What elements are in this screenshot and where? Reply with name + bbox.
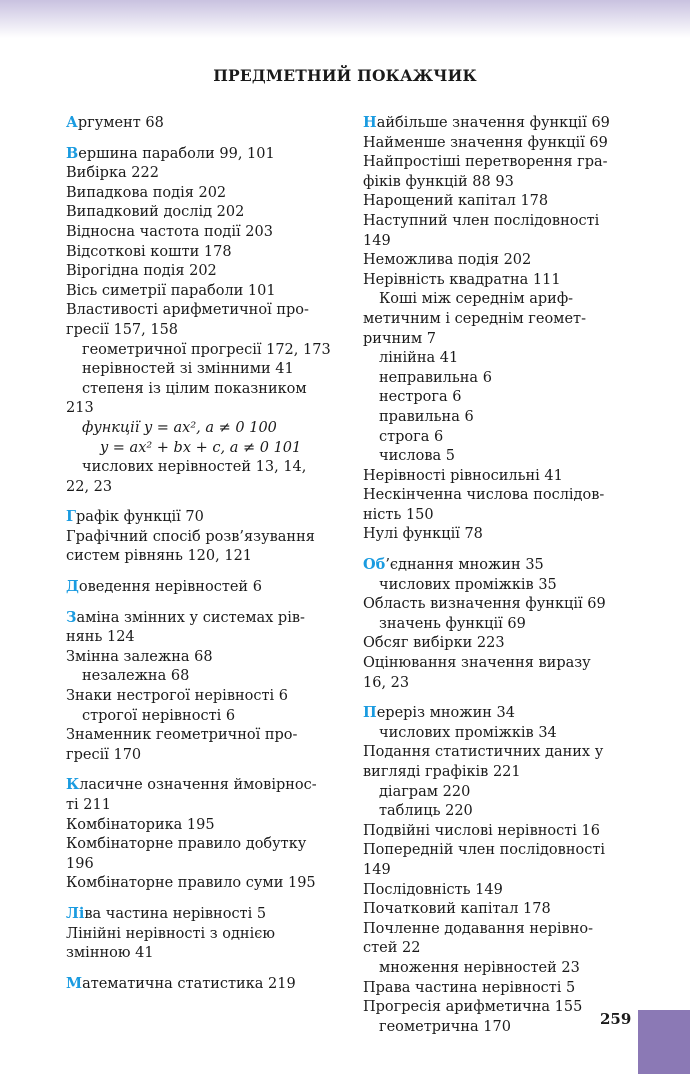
- index-entry-text: вигляді графіків 221: [363, 764, 521, 780]
- index-entry: [363, 153, 623, 173]
- index-letter-group: [66, 974, 338, 995]
- index-entry: [66, 164, 338, 184]
- index-entry-text: 196: [66, 855, 94, 872]
- index-entry-text: Оцінювання значення виразу: [363, 655, 591, 672]
- index-entry-text: фіків функцій 88 93: [363, 173, 514, 190]
- index-entry-text: числових проміжків 34: [379, 724, 557, 741]
- index-entry-text: Вісь симетрії параболи 101: [66, 282, 276, 299]
- index-entry: [66, 380, 338, 400]
- index-entry-text: Лінійні нерівності з однією: [66, 925, 275, 942]
- index-entry: [363, 939, 623, 959]
- index-entry-text: числова 5: [379, 448, 455, 465]
- index-entry: [66, 925, 338, 945]
- index-entry: [66, 628, 338, 648]
- index-entry: [66, 648, 338, 668]
- index-entry: [363, 595, 623, 615]
- index-entry: [363, 486, 623, 506]
- index-entry: [363, 920, 623, 940]
- index-entry-text: Змінна залежна 68: [66, 648, 213, 665]
- index-entry: [363, 525, 623, 545]
- index-entry-text: Права частина нерівності 5: [363, 979, 576, 996]
- index-entry-text: ласичне означення ймовірнос-: [79, 777, 317, 794]
- index-entry: [363, 743, 623, 763]
- index-entry: [66, 399, 338, 419]
- index-entry: [66, 687, 338, 707]
- index-entry-text: ’єднання множин 35: [385, 557, 544, 574]
- index-entry: [363, 576, 623, 596]
- index-entry-text: Початковий капітал 178: [363, 901, 551, 918]
- group-initial-letter: В: [66, 144, 79, 162]
- index-entry: [363, 634, 623, 654]
- index-entry-text: ність 150: [363, 506, 434, 523]
- index-entry: [66, 458, 338, 478]
- index-entry-text: Випадковий дослід 202: [66, 204, 245, 221]
- index-entry-text: гресії 157, 158: [66, 321, 179, 338]
- index-letter-group: [66, 507, 338, 567]
- index-entry-text: Нерівності рівносильні 41: [363, 467, 563, 484]
- index-entry: [66, 547, 338, 567]
- index-letter-group: [363, 703, 623, 1037]
- index-letter-group: [66, 775, 338, 894]
- index-entry: [66, 507, 338, 528]
- index-entry: [363, 271, 623, 291]
- index-entry: [363, 212, 623, 251]
- index-entry: [363, 674, 623, 694]
- index-entry: [363, 113, 623, 134]
- index-entry: [363, 724, 623, 744]
- index-letter-group: [66, 904, 338, 964]
- index-entry: [66, 144, 338, 165]
- index-entry-text: нянь 124: [66, 629, 135, 646]
- page-title: ПРЕДМЕТНИЙ ПОКАЖЧИК: [213, 66, 477, 85]
- index-letter-group: [66, 113, 338, 134]
- index-letter-group: [66, 144, 338, 498]
- index-entry: [363, 555, 623, 576]
- index-entry-text: Наступний член послідовності 149: [363, 212, 600, 249]
- index-entry-text: ргумент 68: [77, 115, 164, 131]
- index-entry-text: незалежна 68: [82, 668, 190, 685]
- index-entry: [66, 528, 338, 548]
- index-entry: [363, 330, 623, 350]
- index-entry: [66, 667, 338, 687]
- index-entry-text: стей 22: [363, 940, 421, 957]
- index-entry-text: Послідовність 149: [363, 881, 503, 898]
- index-entry: [66, 341, 338, 361]
- index-entry: [66, 974, 338, 995]
- index-entry: [363, 192, 623, 212]
- index-entry: [363, 408, 623, 428]
- index-entry-text: строга 6: [379, 428, 444, 445]
- index-entry-text: Нарощений капітал 178: [363, 193, 549, 210]
- index-entry-text: ершина параболи 99, 101: [78, 145, 275, 162]
- index-entry-text: атематична статистика 219: [82, 975, 296, 992]
- index-entry-text: Неможлива подія 202: [363, 252, 532, 269]
- index-entry-text: Знаки нестрогої нерівності 6: [66, 688, 288, 705]
- index-entry-text: функції y = ax², a ≠ 0 100: [82, 419, 277, 436]
- index-entry-text: лінійна 41: [379, 350, 459, 367]
- index-entry: [66, 321, 338, 341]
- index-entry-text: метичним і середнім геомет-: [363, 310, 586, 327]
- index-entry: [363, 506, 623, 526]
- index-letter-group: [66, 608, 338, 766]
- index-entry-text: степеня із цілим показником: [82, 380, 307, 397]
- index-entry-text: Подвійні числові нерівності 16: [363, 822, 600, 839]
- index-entry-text: Обсяг вибірки 223: [363, 635, 505, 652]
- index-entry: [363, 703, 623, 724]
- index-entry-text: систем рівнянь 120, 121: [66, 548, 253, 565]
- index-entry-text: гресії 170: [66, 746, 142, 763]
- index-entry: [66, 243, 338, 263]
- index-entry-text: Відсоткові кошти 178: [66, 243, 232, 260]
- page-number: 259: [600, 1010, 632, 1028]
- index-entry-text: 213: [66, 400, 94, 417]
- index-entry: [66, 746, 338, 766]
- index-entry-text: Область визначення функції 69: [363, 596, 606, 613]
- index-entry-text: нерівностей зі змінними 41: [82, 361, 294, 378]
- group-initial-letter: З: [66, 608, 77, 626]
- index-letter-group: [363, 555, 623, 693]
- index-entry: [363, 428, 623, 448]
- index-entry-text: геометрична 170: [379, 1018, 511, 1035]
- index-entry-text: 22, 23: [66, 478, 113, 495]
- index-entry-text: Нескінченна числова послідов-: [363, 487, 605, 504]
- index-entry-text: Нулі функції 78: [363, 526, 483, 543]
- index-entry: [66, 301, 338, 321]
- index-column-right: [363, 113, 623, 1047]
- index-entry: [66, 360, 338, 380]
- group-initial-letter: М: [66, 974, 83, 992]
- index-entry-text: геометричної прогресії 172, 173: [82, 341, 331, 358]
- index-entry: [66, 944, 338, 964]
- index-entry-text: ті 211: [66, 797, 111, 813]
- index-entry-text: Нерівність квадратна 111: [363, 271, 561, 288]
- index-entry: [363, 173, 623, 193]
- index-entry-text: Комбінаторне правило суми 195: [66, 875, 316, 892]
- group-initial-letter: Лі: [66, 904, 85, 922]
- index-entry: [66, 113, 338, 134]
- index-entry-text: аміна змінних у системах рів-: [76, 609, 305, 626]
- index-entry: [363, 369, 623, 389]
- index-entry: [66, 855, 338, 875]
- group-initial-letter: К: [66, 776, 80, 794]
- index-entry-text: оведення нерівностей 6: [78, 579, 262, 596]
- index-entry: [363, 615, 623, 635]
- index-entry: [66, 835, 338, 855]
- index-entry-text: Комбінаторика 195: [66, 816, 215, 833]
- index-entry: [66, 874, 338, 894]
- index-entry: [66, 439, 338, 459]
- index-entry: [363, 388, 623, 408]
- index-entry-text: Комбінаторне правило добутку: [66, 836, 307, 853]
- index-entry-text: Вибірка 222: [66, 165, 159, 182]
- index-entry: [363, 467, 623, 487]
- top-gradient-band: [0, 0, 690, 38]
- index-entry-text: y = ax² + bx + c, a ≠ 0 101: [100, 439, 302, 456]
- index-entry-text: Знаменник геометричної про-: [66, 727, 298, 744]
- index-entry-text: множення нерівностей 23: [379, 959, 580, 976]
- index-entry: [66, 707, 338, 727]
- group-initial-letter: Н: [363, 114, 377, 131]
- index-entry-text: Коші між середнім ариф-: [379, 291, 574, 308]
- index-entry: [66, 184, 338, 204]
- index-entry: [66, 726, 338, 746]
- group-initial-letter: А: [66, 114, 78, 131]
- index-entry-text: Найпростіші перетворення гра-: [363, 154, 608, 171]
- index-entry: [66, 816, 338, 836]
- index-entry-text: Прогресія арифметична 155: [363, 999, 583, 1016]
- index-entry-text: таблиць 220: [379, 803, 473, 820]
- group-initial-letter: П: [363, 704, 377, 722]
- index-entry: [66, 904, 338, 925]
- index-entry: [363, 349, 623, 369]
- index-entry: [363, 959, 623, 979]
- index-entry-text: Відносна частота події 203: [66, 223, 273, 240]
- index-entry: [66, 282, 338, 302]
- index-entry-text: ва частина нерівності 5: [84, 905, 267, 922]
- index-entry-text: числових нерівностей 13, 14,: [82, 459, 307, 476]
- index-entry: [363, 822, 623, 842]
- index-letter-group: [363, 113, 623, 545]
- index-entry-text: Найменше значення функції 69: [363, 134, 608, 151]
- index-entry-text: значень функції 69: [379, 615, 526, 632]
- index-entry-text: неправильна 6: [379, 369, 492, 386]
- index-entry-text: ричним 7: [363, 330, 436, 347]
- group-initial-letter: Д: [66, 578, 79, 596]
- index-entry-text: правильна 6: [379, 408, 474, 425]
- index-entry: [66, 775, 338, 796]
- index-entry: [363, 802, 623, 822]
- index-entry: [363, 310, 623, 330]
- index-column-left: [66, 113, 338, 1004]
- index-letter-group: [66, 577, 338, 598]
- index-entry-text: Вірогідна подія 202: [66, 263, 217, 280]
- index-entry: [363, 290, 623, 310]
- index-entry-text: Властивості арифметичної про-: [66, 302, 309, 319]
- index-entry: [363, 1018, 623, 1038]
- group-initial-letter: Об: [363, 556, 386, 574]
- index-entry: [363, 900, 623, 920]
- index-entry: [363, 763, 623, 783]
- index-entry: [66, 419, 338, 439]
- corner-tab: [638, 1010, 690, 1074]
- index-entry-text: числових проміжків 35: [379, 576, 557, 593]
- index-entry: [363, 841, 623, 880]
- index-entry-text: строгої нерівності 6: [82, 707, 236, 724]
- index-entry-text: 16, 23: [363, 674, 410, 691]
- index-entry: [363, 881, 623, 901]
- index-entry-text: Почленне додавання нерівно-: [363, 920, 594, 937]
- index-entry: [363, 654, 623, 674]
- index-entry-text: Подання статистичних даних у: [363, 744, 604, 761]
- index-entry-text: змінною 41: [66, 945, 154, 962]
- index-entry-text: нестрога 6: [379, 389, 462, 406]
- index-entry-text: ереріз множин 34: [376, 705, 515, 722]
- index-entry-text: Графічний спосіб розв’язування: [66, 528, 315, 545]
- index-entry-text: айбільше значення функції 69: [376, 115, 610, 131]
- group-initial-letter: Г: [66, 508, 77, 526]
- index-entry: [363, 134, 623, 154]
- index-entry: [66, 203, 338, 223]
- index-entry: [363, 998, 623, 1018]
- index-entry-text: діаграм 220: [379, 783, 471, 800]
- index-entry: [363, 783, 623, 803]
- index-entry: [363, 251, 623, 271]
- index-entry-text: Попередній член послідовності 149: [363, 842, 605, 878]
- index-entry: [363, 447, 623, 467]
- index-entry: [66, 796, 338, 816]
- index-entry: [66, 577, 338, 598]
- index-entry: [363, 979, 623, 999]
- index-entry-text: Випадкова подія 202: [66, 184, 227, 201]
- index-entry: [66, 608, 338, 629]
- index-entry: [66, 262, 338, 282]
- index-entry-text: рафік функції 70: [76, 509, 204, 526]
- index-entry: [66, 478, 338, 498]
- index-entry: [66, 223, 338, 243]
